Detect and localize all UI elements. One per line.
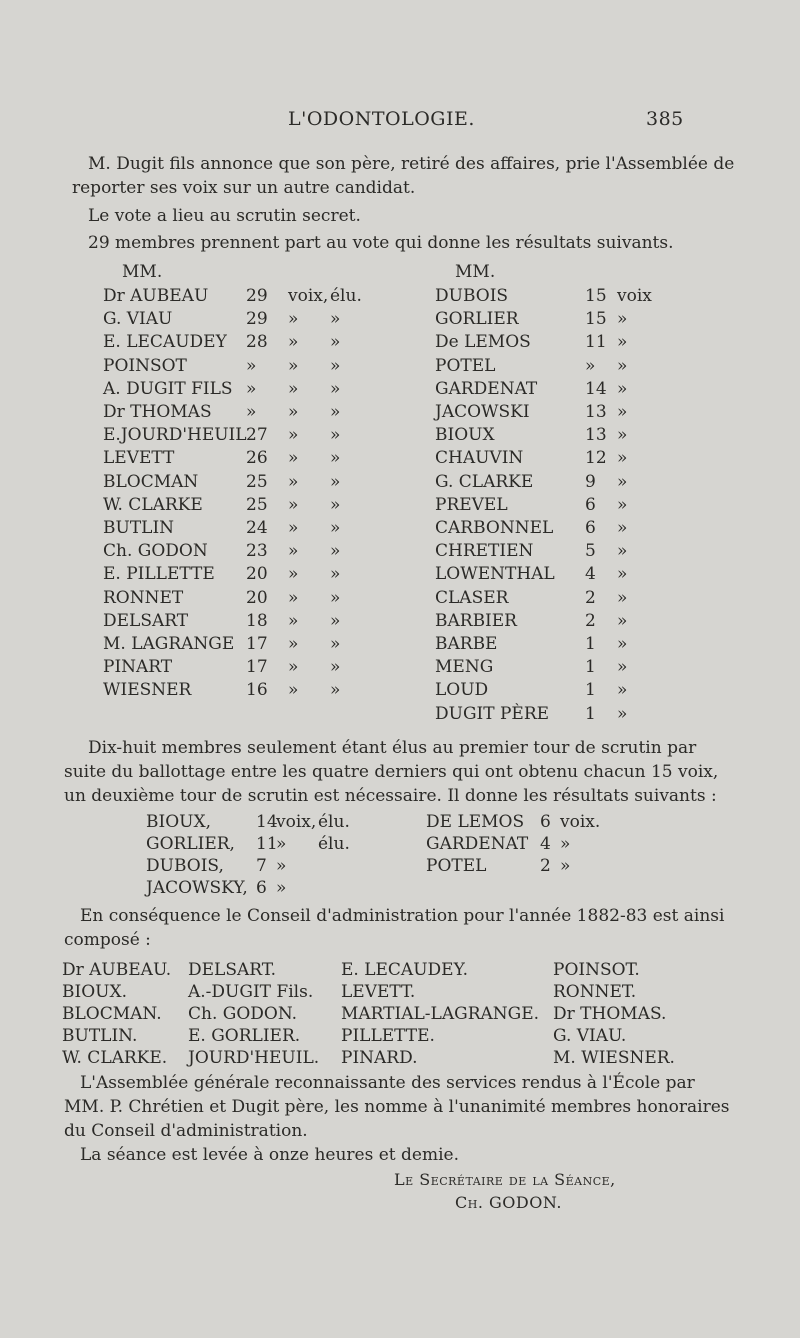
closing-line: MM. P. Chrétien et Dugit père, les nomme à l'unanimité membres honoraires xyxy=(64,1097,730,1117)
vote-unit: » xyxy=(617,610,628,631)
member-name: G. VIAU xyxy=(103,309,173,330)
vote-status: élu. xyxy=(318,834,350,854)
vote-count: » xyxy=(246,355,257,376)
council-member: E. LECAUDEY. xyxy=(341,960,469,980)
vote-unit: » xyxy=(276,878,287,898)
vote-unit: » xyxy=(617,564,628,585)
vote-count: 25 xyxy=(246,471,268,492)
vote-unit: » xyxy=(288,402,299,422)
vote-count: » xyxy=(246,402,257,422)
member-name: E. LECAUDEY xyxy=(103,332,227,353)
intro-line: Le vote a lieu au scrutin secret. xyxy=(88,206,361,226)
vote-unit: » xyxy=(288,425,299,446)
vote-unit: » xyxy=(560,856,571,876)
vote-status: » xyxy=(330,657,341,678)
council-member: G. VIAU. xyxy=(553,1026,627,1046)
member-name: BIOUX, xyxy=(146,812,211,832)
vote-count: 1 xyxy=(585,703,596,724)
vote-count: 27 xyxy=(246,425,268,446)
council-line: En conséquence le Conseil d'administration pour l'année 1882-83 est ainsi xyxy=(80,906,725,926)
vote-count: 28 xyxy=(246,332,268,353)
vote-unit: » xyxy=(617,634,628,654)
second-round-line: un deuxième tour de scrutin est nécessaire. Il donne les résultats suivants : xyxy=(64,786,717,806)
vote-status: » xyxy=(330,355,341,376)
vote-status: » xyxy=(330,471,341,492)
intro-line: reporter ses voix sur un autre candidat. xyxy=(72,178,416,198)
member-name: PREVEL xyxy=(435,494,508,515)
vote-unit: voix, xyxy=(276,812,317,832)
vote-count: 1 xyxy=(585,680,596,701)
member-name: BLOCMAN xyxy=(103,471,199,492)
member-name: DE LEMOS xyxy=(426,812,525,832)
vote-unit: » xyxy=(288,471,299,492)
vote-count: 13 xyxy=(585,425,607,446)
closing-line: L'Assemblée générale reconnaissante des services rendus à l'École par xyxy=(80,1073,695,1093)
vote-count: 15 xyxy=(585,309,607,330)
member-name: Dr AUBEAU xyxy=(103,286,209,306)
vote-status: » xyxy=(330,634,341,654)
vote-unit: » xyxy=(617,680,628,701)
vote-count: 11 xyxy=(256,834,278,854)
vote-status: » xyxy=(330,402,341,422)
council-member: RONNET. xyxy=(553,982,637,1002)
vote-unit: » xyxy=(288,494,299,515)
member-name: A. DUGIT FILS xyxy=(103,378,233,399)
vote-count: 14 xyxy=(256,812,278,832)
vote-count: 6 xyxy=(540,812,551,832)
vote-count: 23 xyxy=(246,541,268,562)
council-member: Dr THOMAS. xyxy=(553,1004,667,1024)
vote-count: 29 xyxy=(246,309,268,330)
vote-count: 4 xyxy=(585,564,596,585)
vote-count: 17 xyxy=(246,634,268,654)
council-member: MARTIAL-LAGRANGE. xyxy=(341,1004,540,1024)
member-name: DELSART xyxy=(103,610,189,631)
member-name: GORLIER, xyxy=(146,834,235,854)
vote-count: 15 xyxy=(585,286,607,306)
vote-count: 18 xyxy=(246,610,268,631)
vote-status: » xyxy=(330,564,341,585)
member-name: POTEL xyxy=(435,355,496,376)
council-member: Dr AUBEAU. xyxy=(62,960,172,980)
member-name: PINART xyxy=(103,657,173,678)
vote-unit: » xyxy=(288,587,299,608)
vote-unit: » xyxy=(276,834,287,854)
vote-count: 17 xyxy=(246,657,268,678)
council-member: PILLETTE. xyxy=(341,1026,435,1046)
vote-unit: » xyxy=(617,402,628,422)
vote-count: 26 xyxy=(246,448,268,469)
member-name: LOUD xyxy=(435,680,489,701)
vote-status: » xyxy=(330,309,341,330)
vote-count: 12 xyxy=(585,448,607,469)
member-name: WIESNER xyxy=(103,680,192,701)
vote-unit: » xyxy=(617,471,628,492)
second-round-line: suite du ballottage entre les quatre derniers qui ont obtenu chacun 15 voix, xyxy=(64,762,719,782)
member-name: LEVETT xyxy=(103,448,175,469)
vote-count: 29 xyxy=(246,286,268,306)
vote-unit: » xyxy=(617,378,628,399)
vote-unit: » xyxy=(617,355,628,376)
vote-count: » xyxy=(246,378,257,399)
council-member: Ch. GODON. xyxy=(188,1004,298,1024)
vote-unit: » xyxy=(288,634,299,654)
vote-unit: » xyxy=(288,448,299,469)
vote-status: » xyxy=(330,587,341,608)
vote-unit: voix. xyxy=(560,812,601,832)
council-member: A.-DUGIT Fils. xyxy=(188,982,314,1002)
vote-unit: voix, xyxy=(288,286,329,306)
vote-unit: » xyxy=(288,657,299,678)
closing-line: La séance est levée à onze heures et demie. xyxy=(80,1145,460,1165)
vote-count: 20 xyxy=(246,587,268,608)
council-member: LEVETT. xyxy=(341,982,416,1002)
council-member: POINSOT. xyxy=(553,960,640,980)
closing-line: du Conseil d'administration. xyxy=(64,1121,308,1141)
member-name: CARBONNEL xyxy=(435,518,554,538)
vote-status: élu. xyxy=(330,286,362,306)
member-name: BARBE xyxy=(435,634,498,654)
vote-status: » xyxy=(330,494,341,515)
vote-unit: » xyxy=(617,332,628,353)
council-member: JOURD'HEUIL. xyxy=(188,1048,320,1068)
vote-count: 9 xyxy=(585,471,596,492)
vote-count: 7 xyxy=(256,856,267,876)
member-name: M. LAGRANGE xyxy=(103,634,235,654)
second-round-line: Dix-huit membres seulement étant élus au premier tour de scrutin par xyxy=(88,738,697,758)
vote-unit: » xyxy=(617,494,628,515)
vote-status: » xyxy=(330,378,341,399)
member-name: BARBIER xyxy=(435,610,517,631)
vote-unit: » xyxy=(288,541,299,562)
member-name: W. CLARKE xyxy=(103,494,203,515)
vote-status: élu. xyxy=(318,812,350,832)
member-name: POTEL xyxy=(426,856,487,876)
vote-count: 14 xyxy=(585,378,607,399)
vote-status: » xyxy=(330,680,341,701)
vote-unit: » xyxy=(617,425,628,446)
vote-unit: » xyxy=(288,518,299,538)
vote-count: 2 xyxy=(585,587,596,608)
member-name: POINSOT xyxy=(103,355,187,376)
member-name: GARDENAT xyxy=(435,378,538,399)
member-name: LOWENTHAL xyxy=(435,564,555,585)
vote-unit: » xyxy=(617,587,628,608)
member-name: CHRETIEN xyxy=(435,541,534,562)
vote-unit: » xyxy=(288,564,299,585)
member-name: CLASER xyxy=(435,587,509,608)
council-member: PINARD. xyxy=(341,1048,418,1068)
member-name: De LEMOS xyxy=(435,332,531,353)
vote-unit: » xyxy=(288,378,299,399)
signature-title: Le Secrétaire de la Séance, xyxy=(394,1170,616,1189)
vote-count: 6 xyxy=(585,518,596,538)
member-name: E.JOURD'HEUIL xyxy=(103,425,247,446)
member-name: BIOUX xyxy=(435,425,495,446)
vote-unit: » xyxy=(617,309,628,330)
vote-status: » xyxy=(330,332,341,353)
vote-unit: » xyxy=(560,834,571,854)
member-name: GORLIER xyxy=(435,309,519,330)
intro-line: 29 membres prennent part au vote qui donne les résultats suivants. xyxy=(88,233,674,253)
vote-count: 20 xyxy=(246,564,268,585)
vote-unit: » xyxy=(288,680,299,701)
vote-count: 1 xyxy=(585,657,596,678)
vote-unit: » xyxy=(617,657,628,678)
vote-count: 5 xyxy=(585,541,596,562)
council-member: E. GORLIER. xyxy=(188,1026,301,1046)
member-name: DUGIT PÈRE xyxy=(435,703,550,724)
vote-status: » xyxy=(330,518,341,538)
vote-unit: » xyxy=(288,309,299,330)
running-title: L'ODONTOLOGIE. xyxy=(288,108,475,130)
vote-unit: » xyxy=(288,610,299,631)
member-name: BUTLIN xyxy=(103,518,175,538)
vote-unit: voix xyxy=(617,286,652,306)
vote-unit: » xyxy=(288,355,299,376)
vote-count: 2 xyxy=(540,856,551,876)
vote-count: » xyxy=(585,355,596,376)
vote-count: 16 xyxy=(246,680,268,701)
vote-status: » xyxy=(330,610,341,631)
vote-count: 6 xyxy=(256,878,267,898)
vote-count: 2 xyxy=(585,610,596,631)
vote-count: 1 xyxy=(585,634,596,654)
member-name: E. PILLETTE xyxy=(103,564,215,585)
member-name: DUBOIS xyxy=(435,286,509,306)
member-name: JACOWSKY, xyxy=(146,878,248,898)
vote-status: » xyxy=(330,541,341,562)
council-member: BUTLIN. xyxy=(62,1026,138,1046)
vote-count: 25 xyxy=(246,494,268,515)
vote-unit: » xyxy=(617,518,628,538)
member-name: JACOWSKI xyxy=(435,402,530,422)
member-name: Ch. GODON xyxy=(103,541,208,562)
vote-status: » xyxy=(330,448,341,469)
member-name: DUBOIS, xyxy=(146,856,224,876)
vote-unit: » xyxy=(617,703,628,724)
right-heading: MM. xyxy=(455,262,496,282)
page-number: 385 xyxy=(646,108,684,130)
vote-unit: » xyxy=(276,856,287,876)
vote-count: 6 xyxy=(585,494,596,515)
council-member: DELSART. xyxy=(188,960,276,980)
vote-unit: » xyxy=(617,448,628,469)
member-name: GARDENAT xyxy=(426,834,529,854)
vote-count: 4 xyxy=(540,834,551,854)
member-name: Dr THOMAS xyxy=(103,402,212,422)
member-name: MENG xyxy=(435,657,494,678)
vote-count: 11 xyxy=(585,332,607,353)
council-line: composé : xyxy=(64,930,151,950)
vote-unit: » xyxy=(288,332,299,353)
council-member: M. WIESNER. xyxy=(553,1048,675,1068)
vote-unit: » xyxy=(617,541,628,562)
vote-count: 13 xyxy=(585,402,607,422)
council-member: BIOUX. xyxy=(62,982,127,1002)
member-name: CHAUVIN xyxy=(435,448,524,469)
member-name: G. CLARKE xyxy=(435,471,534,492)
signature-name: Ch. GODON. xyxy=(455,1193,562,1212)
council-member: BLOCMAN. xyxy=(62,1004,162,1024)
member-name: RONNET xyxy=(103,587,184,608)
left-heading: MM. xyxy=(122,262,163,282)
intro-line: M. Dugit fils annonce que son père, retiré des affaires, prie l'Assemblée de xyxy=(88,154,735,174)
council-member: W. CLARKE. xyxy=(62,1048,168,1068)
vote-status: » xyxy=(330,425,341,446)
vote-count: 24 xyxy=(246,518,268,538)
